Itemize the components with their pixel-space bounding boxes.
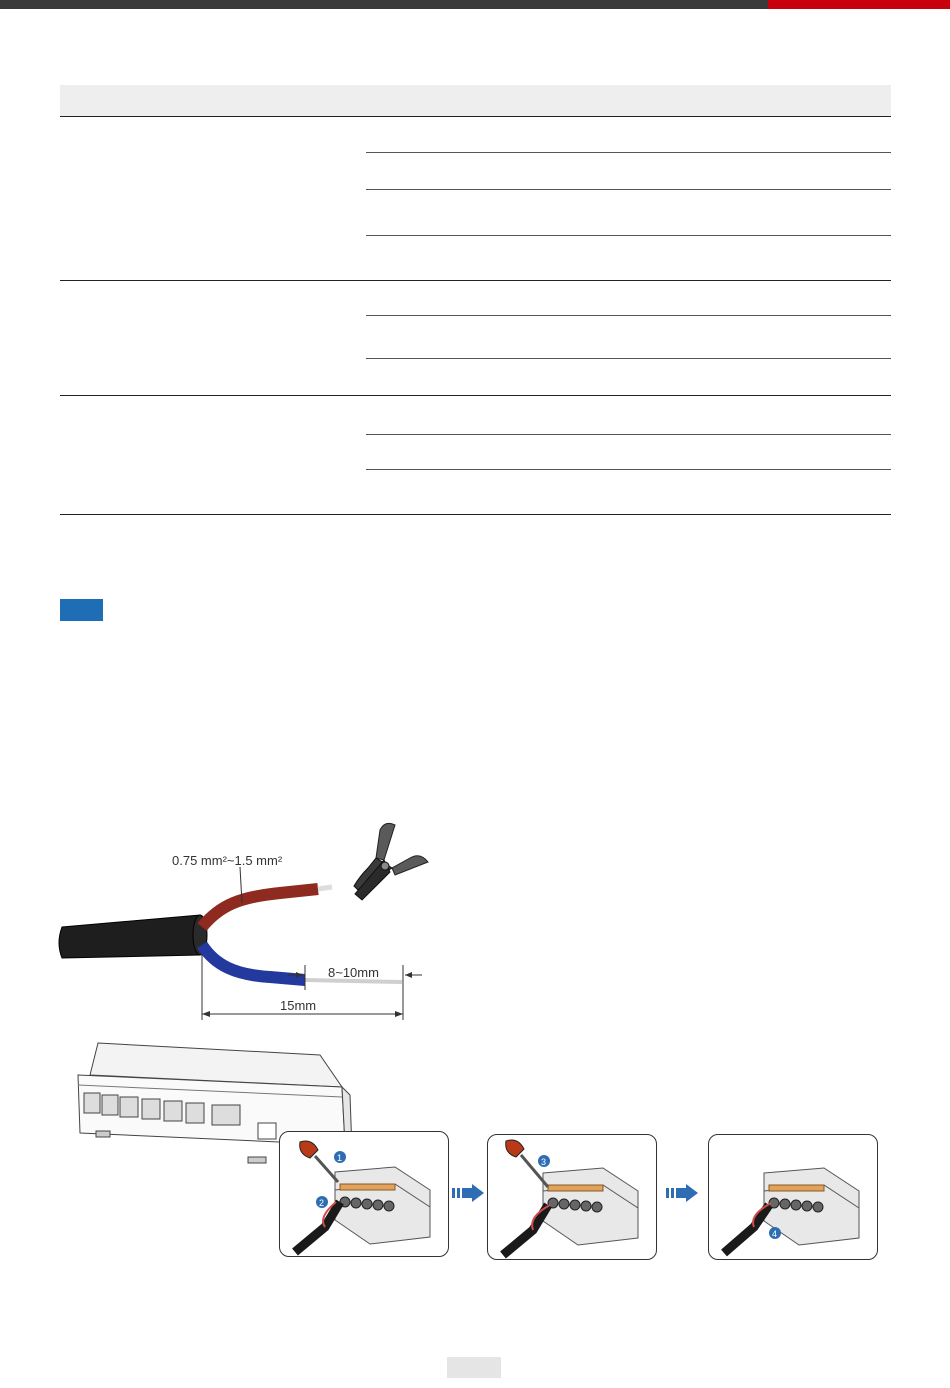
table-row-divider [366,434,891,435]
step-number-3: 3 [541,1157,547,1167]
red-wire-tip [318,887,332,889]
wire-stripper-icon [354,823,428,900]
page-number-tab [447,1357,501,1378]
table-row-divider [366,189,891,190]
header-bar-accent [768,0,950,9]
table-rule [60,514,891,515]
table-row-divider [366,315,891,316]
strip-length-label: 8~10mm [328,965,379,980]
table-row-divider [366,358,891,359]
table-row-divider [366,469,891,470]
arrow-icon [452,1184,484,1202]
table-row-divider [366,152,891,153]
step-number-4: 4 [772,1229,778,1239]
cable-jacket [59,915,204,958]
step-panel-3 [708,1134,878,1260]
step-panel-2 [487,1134,657,1260]
step-panel-1 [279,1131,449,1257]
red-wire [202,889,318,927]
screwdriver-icon [300,1141,338,1182]
step-number-1: 1 [337,1153,343,1163]
table-row-divider [366,235,891,236]
table-rule [60,116,891,117]
table-header [60,85,891,116]
cable-in [295,1202,340,1252]
device-ethernet-port [258,1123,276,1139]
header-bar [0,0,950,9]
terminal-block [335,1167,430,1244]
cross-section-label: 0.75 mm²~1.5 mm² [172,853,283,868]
step-number-2: 2 [319,1198,325,1208]
table-group-divider [60,280,891,281]
note-label [60,599,103,621]
table-group-divider [60,395,891,396]
arrow-icon [666,1184,698,1202]
cable-stripping-figure [50,815,450,1030]
header-bar-dark [0,0,768,9]
blue-wire-conductor [305,980,402,982]
total-length-label: 15mm [280,998,317,1013]
